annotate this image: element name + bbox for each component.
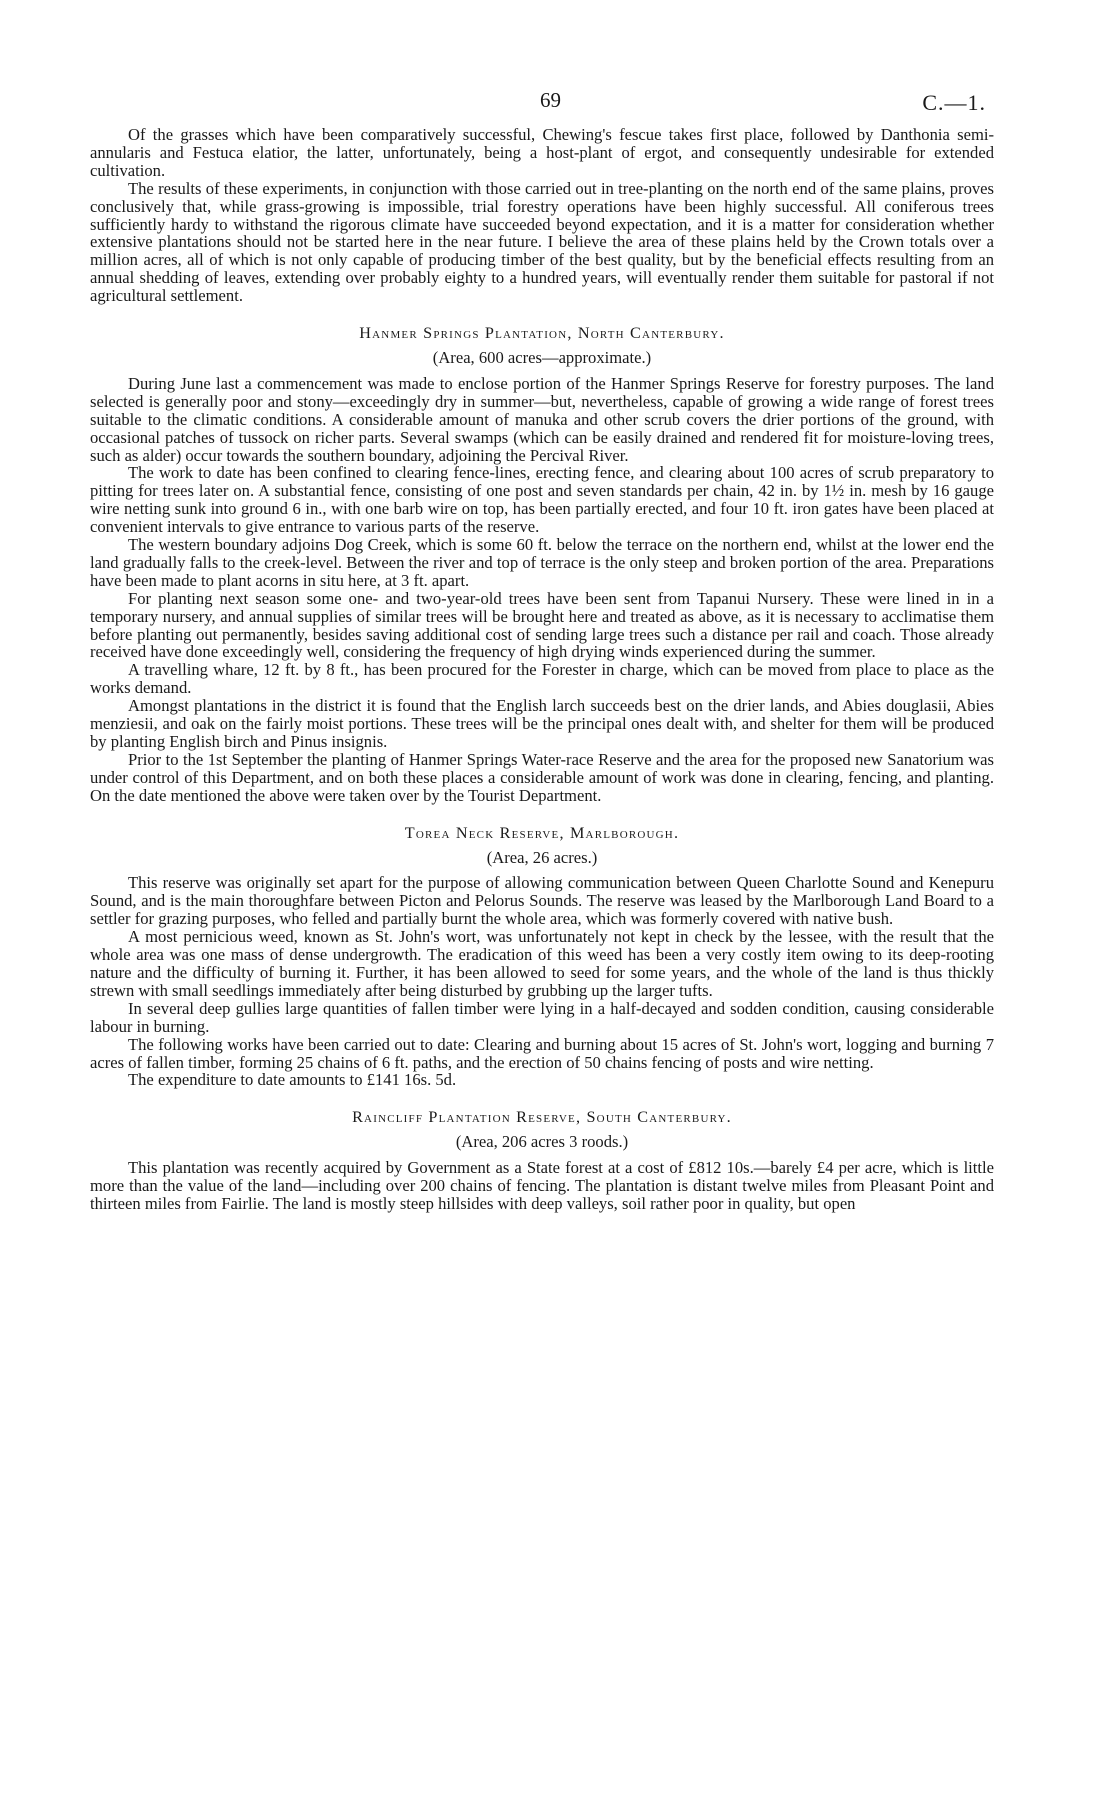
torea-section xyxy=(90,825,994,1090)
paragraph: This reserve was originally set apart for the purpose of allowing communication between Queen Charlotte Sound and Kenepuru Sound, and is the main thoroughfare between Picton and Pelorus Sounds. The reserve was leased by the Marlborough Land Board to a settler for grazing purposes, who felled and partially burnt the whole area, which was formerly covered with native bush. xyxy=(90,873,994,929)
section-heading: Raincliff Plantation Reserve, South Canterbury. xyxy=(352,1108,732,1127)
paragraph: In several deep gullies large quantities of fallen timber were lying in a half-decayed and sodden condition, causing considerable labour in burning. xyxy=(90,998,994,1036)
intro-section xyxy=(90,126,994,305)
hanmer-section xyxy=(90,325,994,805)
section-area: (Area, 600 acres—approximate.) xyxy=(432,347,652,367)
paragraph: The western boundary adjoins Dog Creek, which is some 60 ft. below the terrace on the northern end, whilst at the lower end the land gradually falls to the creek-level. Between the river and top of terrace is the only steep and broken portion of the area. Preparations have been made to plant acorns in situ here, at 3 ft. apart. xyxy=(90,535,994,590)
paragraph: Prior to the 1st September the planting of Hanmer Springs Water-race Reserve and the area for the proposed new Sanatorium was under control of this Department, and on both these places a considerable amount of work was done in clearing, fencing, and planting. On the date mentioned the above were taken over by the Tourist Department. xyxy=(90,749,994,805)
paragraph: Of the grasses which have been comparatively successful, Chewing's fescue takes first place, followed by Danthonia semi-annularis and Festuca elatior, the latter, unfortunately, being a host-plant of ergot, and consequently undesirable for extended cultivation. xyxy=(90,125,994,180)
paragraph: The results of these experiments, in conjunction with those carried out in tree-planting on the north end of the same plains, proves conclusively that, while grass-growing is impossible, trial forestry operations have been highly successful. All coniferous trees sufficiently hardy to withstand the rigorous climate have succeeded beyond expectation, and it is a matter for consideration whether extensive plantations should not be started here in the near future. I believe the area of these plains held by the Crown totals over a million acres, all of which is not only capable of producing timber of the best quality, but by the beneficial effects resulting from an annual shedding of leaves, extending over probably eighty to a hundred years, will eventually render them suitable for pastoral if not agricultural settlement. xyxy=(90,178,994,306)
section-area: (Area, 26 acres.) xyxy=(486,847,598,867)
paragraph: For planting next season some one- and two-year-old trees have been sent from Tapanui Nursery. These were lined in in a temporary nursery, and annual supplies of similar trees will be brought here and treated as above, as it is necessary to acclimatise them before planting out permanently, besides saving additional cost of sending large trees such a distance per rail and coach. Those already received have done exceedingly well, considering the frequency of high drying winds experienced during the summer. xyxy=(90,588,994,662)
raincliff-section xyxy=(90,1109,994,1213)
section-area: (Area, 206 acres 3 roods.) xyxy=(455,1132,629,1152)
paragraph: The work to date has been confined to clearing fence-lines, erecting fence, and clearing about 100 acres of scrub preparatory to pitting for trees later on. A substantial fence, consisting of one post and seven standards per chain, 42 in. by 1½ in. mesh by 16 gauge wire netting sunk into ground 6 in., with one barb wire on top, has been partially erected, and four 10 ft. iron gates have been placed at convenient intervals to give entrance to various parts of the reserve. xyxy=(90,463,994,537)
page-header xyxy=(90,86,994,126)
paragraph: A travelling whare, 12 ft. by 8 ft., has been procured for the Forester in charge, which can be moved from place to place as the works demand. xyxy=(90,660,994,698)
section-heading: Hanmer Springs Plantation, North Canterbury. xyxy=(359,324,725,343)
paragraph: The expenditure to date amounts to £141 16s. 5d. xyxy=(128,1070,457,1090)
paragraph: During June last a commencement was made to enclose portion of the Hanmer Springs Reserve for forestry purposes. The land selected is generally poor and stony—exceedingly dry in summer—but, nevertheless, capable of growing a wide range of forest trees suitable to the climatic conditions. A considerable amount of manuka and other scrub covers the drier portions of the ground, with occasional patches of tussock on richer parts. Several swamps (which can be easily drained and rendered fit for moisture-loving trees, such as alder) occur towards the southern boundary, adjoining the Percival River. xyxy=(90,373,994,465)
paragraph: A most pernicious weed, known as St. John's wort, was unfortunately not kept in check by the lessee, with the result that the whole area was one mass of dense undergrowth. The eradication of this weed has been a very costly item owing to its deep-rooting nature and the difficulty of burning it. Further, it has been allowed to seed for some years, and the whole of the land is thus thickly strewn with small seedlings immediately after being disturbed by grubbing up the larger tufts. xyxy=(90,927,994,1000)
paragraph: This plantation was recently acquired by Government as a State forest at a cost of £812 10s.—barely £4 per acre, which is little more than the value of the land—including over 200 chains of fencing. The plantation is distant twelve miles from Pleasant Point and thirteen miles from Fairlie. The land is mostly steep hillsides with deep valleys, soil rather poor in quality, but open xyxy=(90,1158,994,1213)
page-number: 69 xyxy=(540,88,561,112)
paragraph: The following works have been carried out to date: Clearing and burning about 15 acres of St. John's wort, logging and burning 7 acres of fallen timber, forming 25 chains of 6 ft. paths, and the erection of 50 chains fencing of posts and wire netting. xyxy=(90,1034,994,1072)
document-code: C.—1. xyxy=(922,90,986,115)
section-heading: Torea Neck Reserve, Marlborough. xyxy=(404,823,680,842)
paragraph: Amongst plantations in the district it is found that the English larch succeeds best on the drier lands, and Abies douglasii, Abies menziesii, and oak on the fairly moist portions. These trees will be the principal ones dealt with, and shelter for them will be produced by planting English birch and Pinus insignis. xyxy=(90,696,994,751)
